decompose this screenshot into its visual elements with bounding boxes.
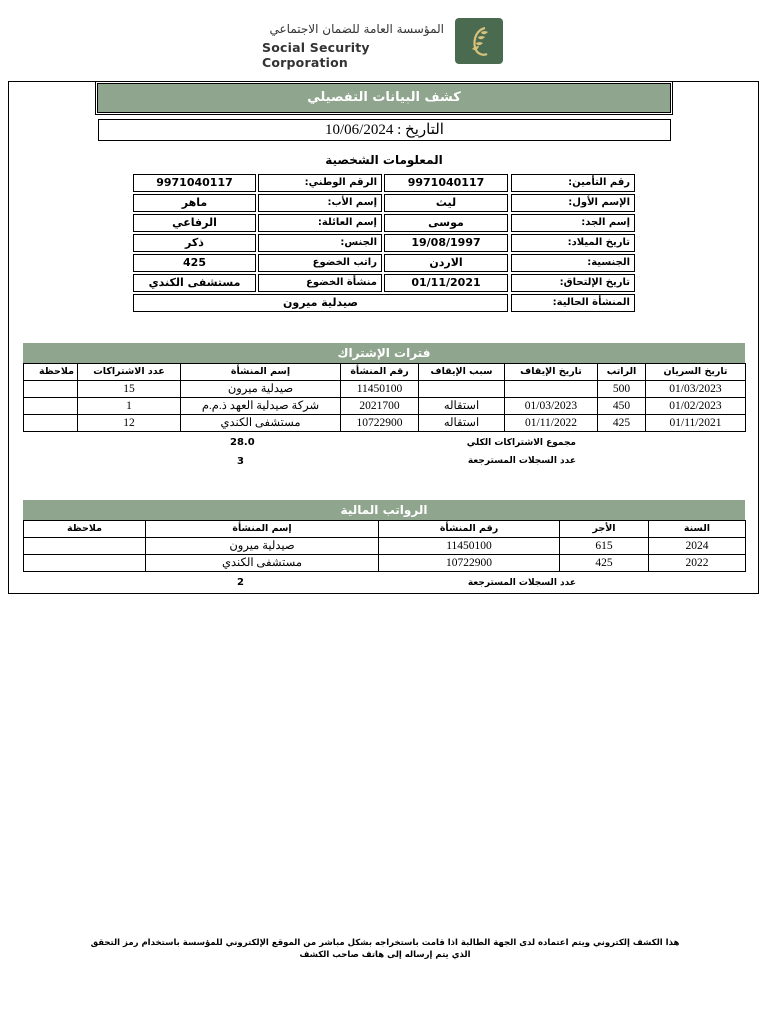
retrieved-records-value: 3 xyxy=(237,456,244,467)
table-cell: 01/11/2021 xyxy=(646,415,746,432)
table-cell xyxy=(24,415,78,432)
table-row xyxy=(24,398,746,415)
logo-text xyxy=(262,22,446,70)
gender-label: الجنس: xyxy=(258,234,382,252)
table-cell: 425 xyxy=(560,555,649,572)
info-row xyxy=(133,234,635,254)
col-header: تاريخ السريان xyxy=(646,364,746,381)
national-number-value: 9971040117 xyxy=(133,174,256,192)
table-cell: 450 xyxy=(598,398,646,415)
table-cell xyxy=(24,538,146,555)
salaries-title: الرواتب المالية xyxy=(23,500,745,520)
family-name-value: الرفاعي xyxy=(133,214,256,232)
father-name-label: إسم الأب: xyxy=(258,194,382,212)
table-cell: استقاله xyxy=(419,415,505,432)
info-row xyxy=(133,254,635,274)
info-row xyxy=(133,194,635,214)
table-cell: 2024 xyxy=(649,538,746,555)
col-header: سبب الإيقاف xyxy=(419,364,505,381)
subscriptions-title: فترات الإشتراك xyxy=(23,343,745,363)
info-row xyxy=(133,294,635,314)
national-number-label: الرقم الوطني: xyxy=(258,174,382,192)
col-header: الراتب xyxy=(598,364,646,381)
table-header-row xyxy=(24,521,746,538)
table-cell: 500 xyxy=(598,381,646,398)
birth-date-label: تاريخ الميلاد: xyxy=(511,234,635,252)
nationality-value: الاردن xyxy=(384,254,508,272)
subject-establishment-value: مستشفى الكندي xyxy=(133,274,256,292)
table-cell: 01/03/2023 xyxy=(646,381,746,398)
gender-value: ذكر xyxy=(133,234,256,252)
table-header-row xyxy=(24,364,746,381)
salary-records-value: 2 xyxy=(237,577,244,588)
col-header: الأجر xyxy=(560,521,649,538)
info-row xyxy=(133,174,635,194)
table-cell xyxy=(505,381,598,398)
table-row xyxy=(24,381,746,398)
table-cell: مستشفى الكندي xyxy=(181,415,341,432)
col-header: ملاحظة xyxy=(24,521,146,538)
col-header: عدد الاشتراكات xyxy=(78,364,181,381)
first-name-label: الإسم الأول: xyxy=(511,194,635,212)
table-cell xyxy=(24,555,146,572)
nationality-label: الجنسية: xyxy=(511,254,635,272)
insurance-number-label: رقم التأمين: xyxy=(511,174,635,192)
table-cell: 615 xyxy=(560,538,649,555)
subject-salary-label: راتب الخضوع xyxy=(258,254,382,272)
table-cell: صيدلية ميرون xyxy=(181,381,341,398)
page-title: كشف البيانات التفصيلي xyxy=(97,83,671,113)
table-cell: 11450100 xyxy=(341,381,419,398)
table-row xyxy=(24,538,746,555)
current-establishment-label: المنشأة الحالية: xyxy=(511,294,635,312)
grandfather-name-value: موسى xyxy=(384,214,508,232)
table-cell: 01/02/2023 xyxy=(646,398,746,415)
footer-note: هذا الكشف إلكتروني ويتم اعتماده لدى الجهة الطالبة اذا قامت باستخراجه بشكل مباشر من الموقع الإلكتروني للمؤسسة باستخدام رمز التحقق الذي يتم إرساله إلى هاتف صاحب الكشف xyxy=(90,938,680,960)
col-header: رقم المنشأة xyxy=(341,364,419,381)
salary-records-label: عدد السجلات المسترجعة xyxy=(467,578,576,588)
first-name-value: ليث xyxy=(384,194,508,212)
total-subscriptions-label: مجموع الاشتراكات الكلي xyxy=(466,438,576,448)
table-row xyxy=(24,415,746,432)
report-date: التاريخ : 10/06/2024 xyxy=(98,119,671,141)
father-name-value: ماهر xyxy=(133,194,256,212)
subscriptions-table xyxy=(23,363,746,432)
info-row xyxy=(133,274,635,294)
table-cell xyxy=(24,398,78,415)
col-header: إسم المنشأة xyxy=(181,364,341,381)
table-cell: شركة صيدلية العهد ذ.م.م xyxy=(181,398,341,415)
subject-establishment-label: منشأة الخضوع xyxy=(258,274,382,292)
birth-date-value: 19/08/1997 xyxy=(384,234,508,252)
total-subscriptions-value: 28.0 xyxy=(230,437,255,448)
col-header: ملاحظة xyxy=(24,364,78,381)
table-cell xyxy=(419,381,505,398)
info-row xyxy=(133,214,635,234)
table-cell: 01/03/2023 xyxy=(505,398,598,415)
table-cell: 2022 xyxy=(649,555,746,572)
col-header: رقم المنشأة xyxy=(379,521,560,538)
join-date-value: 01/11/2021 xyxy=(384,274,508,292)
family-name-label: إسم العائلة: xyxy=(258,214,382,232)
table-row xyxy=(24,555,746,572)
col-header: السنة xyxy=(649,521,746,538)
col-header: تاريخ الإيقاف xyxy=(505,364,598,381)
subject-salary-value: 425 xyxy=(133,254,256,272)
table-cell: صيدلية ميرون xyxy=(146,538,379,555)
table-cell: 15 xyxy=(78,381,181,398)
table-cell: 425 xyxy=(598,415,646,432)
col-header: إسم المنشأة xyxy=(146,521,379,538)
table-cell xyxy=(24,381,78,398)
table-cell: 12 xyxy=(78,415,181,432)
personal-info-grid xyxy=(133,174,635,314)
grandfather-name-label: إسم الجد: xyxy=(511,214,635,232)
personal-info-heading: المعلومات الشخصية xyxy=(325,153,443,167)
wheat-leaf-icon xyxy=(455,18,503,64)
table-cell: 11450100 xyxy=(379,538,560,555)
retrieved-records-label: عدد السجلات المسترجعة xyxy=(467,456,576,466)
join-date-label: تاريخ الإلتحاق: xyxy=(511,274,635,292)
table-cell: 2021700 xyxy=(341,398,419,415)
table-cell: 1 xyxy=(78,398,181,415)
current-establishment-value: صيدلية ميرون xyxy=(133,294,508,312)
table-cell: 10722900 xyxy=(379,555,560,572)
salaries-table xyxy=(23,520,746,572)
insurance-number-value: 9971040117 xyxy=(384,174,508,192)
logo-english: Social Security Corporation xyxy=(262,40,370,70)
table-cell: استقاله xyxy=(419,398,505,415)
logo-arabic: المؤسسة العامة للضمان الاجتماعي xyxy=(269,22,444,36)
table-cell: 01/11/2022 xyxy=(505,415,598,432)
table-cell: مستشفى الكندي xyxy=(146,555,379,572)
table-cell: 10722900 xyxy=(341,415,419,432)
header xyxy=(0,16,768,68)
